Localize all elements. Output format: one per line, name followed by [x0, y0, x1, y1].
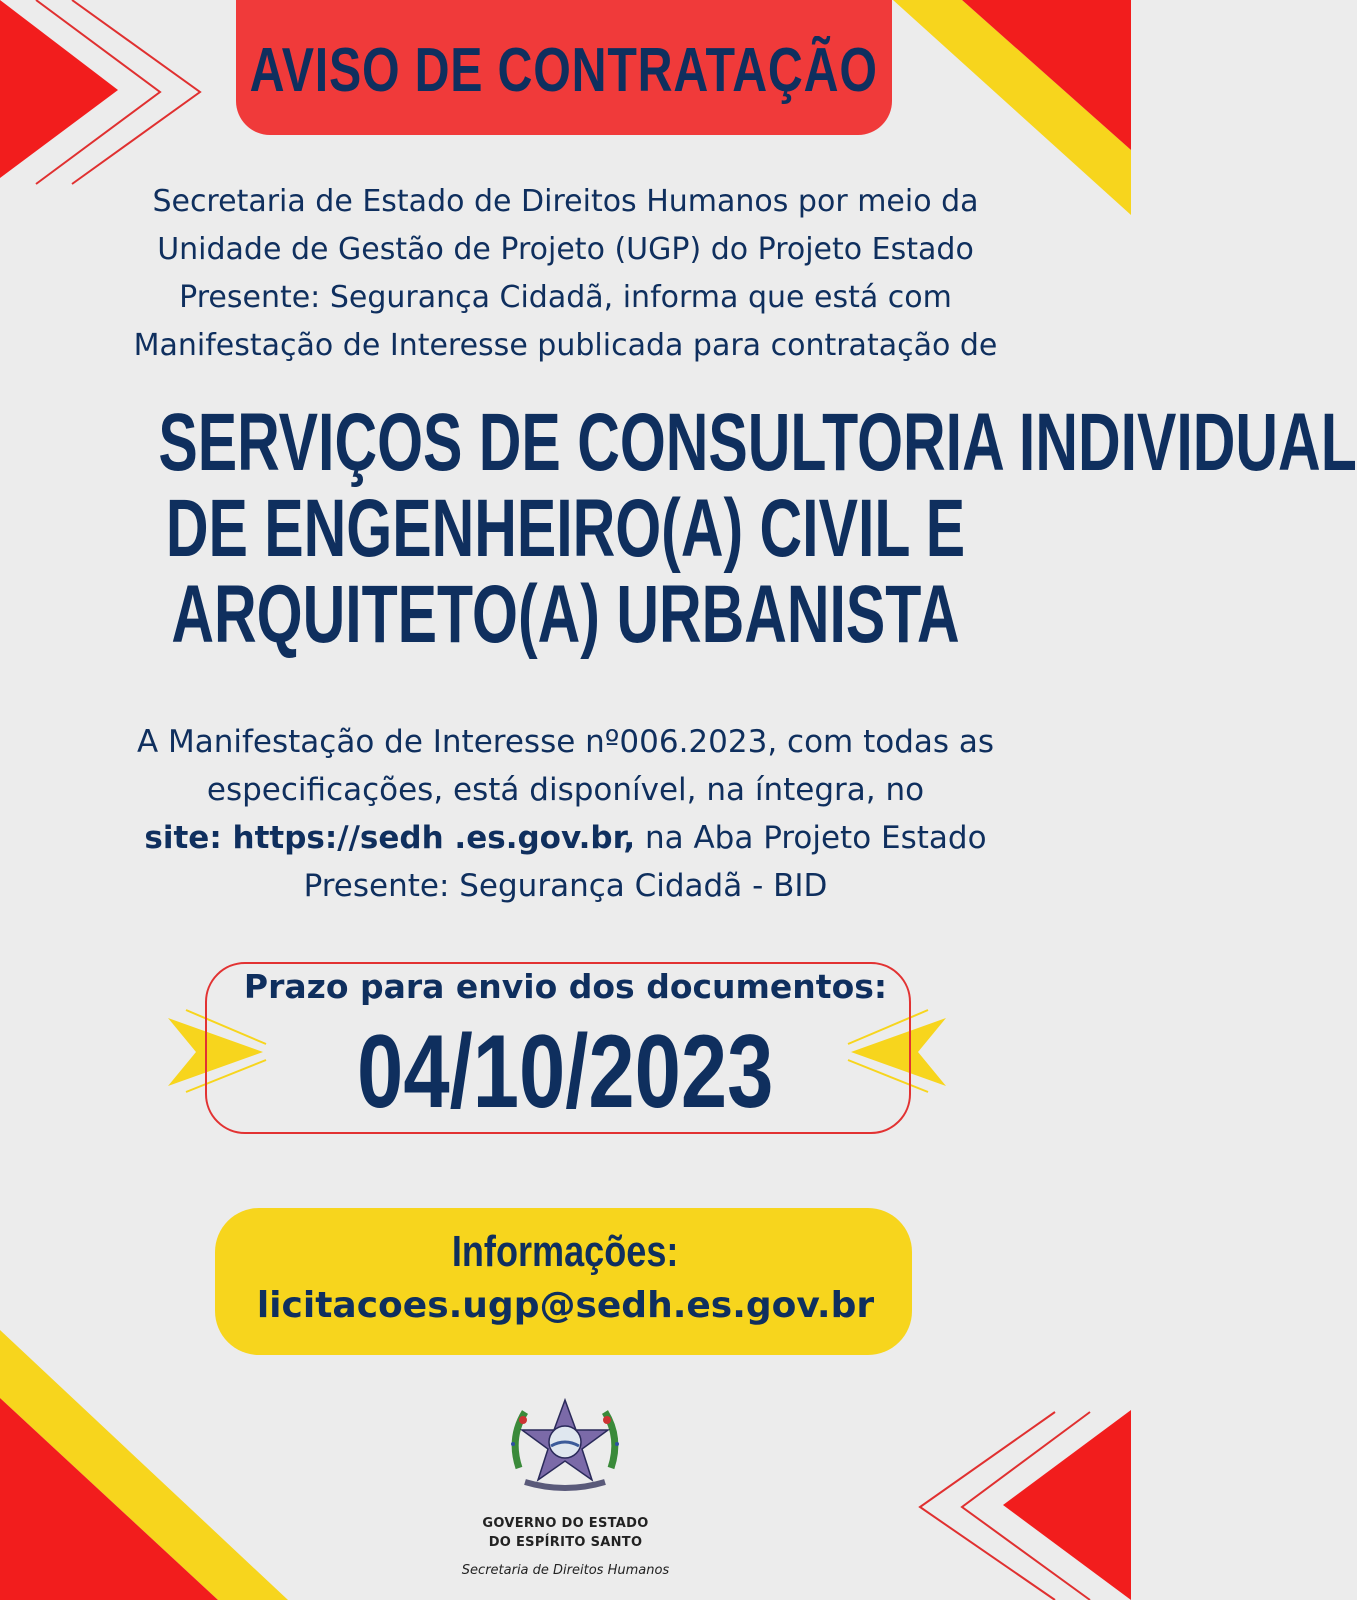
details-line: A Manifestação de Interesse nº006.2023, com todas as: [136, 724, 995, 760]
top-left-red-arrow: [0, 0, 118, 178]
intro-line: Manifestação de Interesse publicada para contratação de: [133, 328, 998, 363]
info-label-text: Informações:: [452, 1227, 679, 1276]
page-title: AVISO DE CONTRATAÇÃO: [249, 36, 879, 105]
service-line: DE ENGENHEIRO(A) CIVIL E: [165, 483, 966, 574]
intro-line: Presente: Segurança Cidadã, informa que está com: [179, 280, 952, 315]
header-banner: [236, 0, 892, 135]
coat-of-arms-icon: [505, 1398, 625, 1494]
service-line: SERVIÇOS DE CONSULTORIA INDIVIDUAL: [158, 397, 1357, 488]
service-line: ARQUITETO(A) URBANISTA: [171, 569, 960, 660]
details-line-site: [40, 814, 1091, 862]
info-label: [0, 1227, 1131, 1277]
intro-line: Unidade de Gestão de Projeto (UGP) do Projeto Estado: [157, 232, 974, 267]
intro-line: Secretaria de Estado de Direitos Humanos por meio da: [152, 184, 979, 219]
service-heading: [0, 397, 1357, 660]
gov-line-1: GOVERNO DO ESTADO: [482, 1516, 649, 1531]
contact-email-link[interactable]: licitacoes.ugp@sedh.es.gov.br: [256, 1285, 875, 1326]
details-line: Presente: Segurança Cidadã - BID: [303, 868, 828, 904]
intro-paragraph: [40, 178, 1091, 370]
gov-line-2: DO ESPÍRITO SANTO: [488, 1535, 643, 1550]
deadline-date: [0, 1014, 1131, 1130]
secretaria-name: Secretaria de Direitos Humanos: [461, 1563, 670, 1578]
site-link[interactable]: site: https://sedh .es.gov.br,: [144, 820, 636, 856]
deadline-label: Prazo para envio dos documentos:: [243, 967, 888, 1006]
details-line-rest: na Aba Projeto Estado: [635, 820, 987, 856]
details-line: especificações, está disponível, na íntegra, no: [206, 772, 925, 808]
details-paragraph: [40, 718, 1091, 910]
deadline-date-value: 04/10/2023: [357, 1014, 774, 1130]
